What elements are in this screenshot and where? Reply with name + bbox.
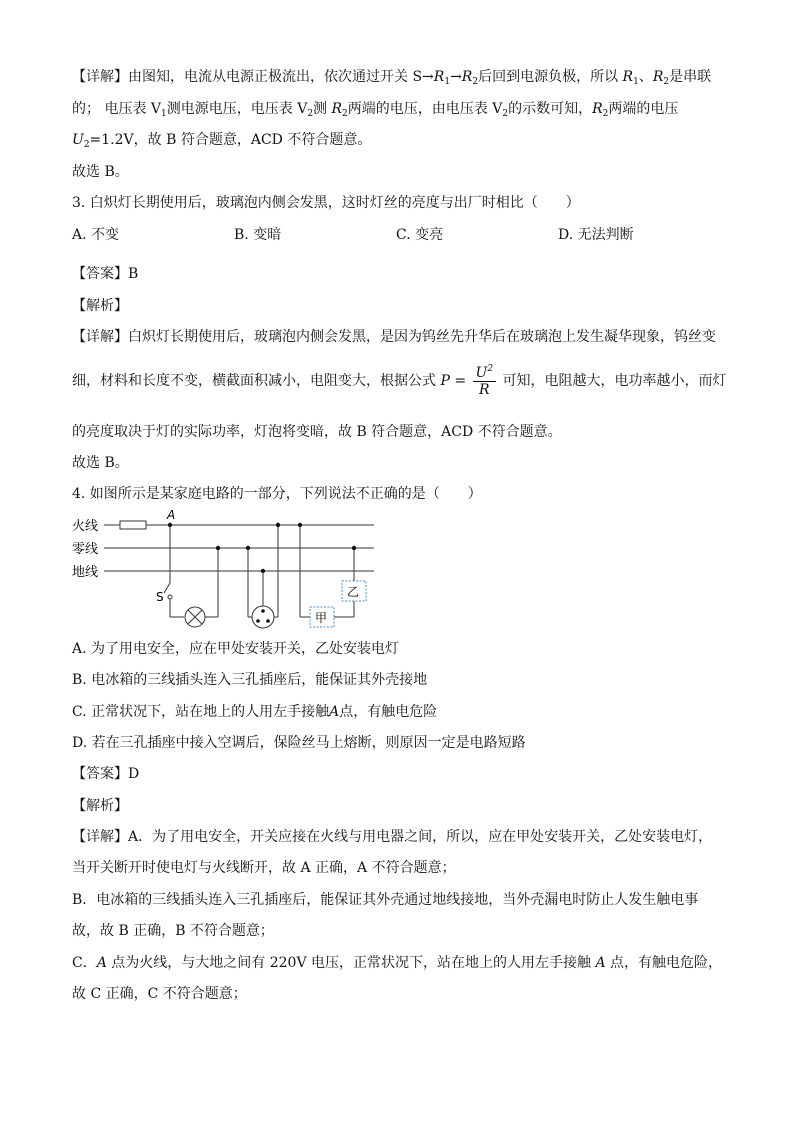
label-neutral-wire: 零线	[72, 542, 99, 557]
formula-fraction: $\frac{U^2}{R}$	[473, 365, 497, 398]
q4-answer: 【答案】D	[72, 766, 140, 782]
box-yi-label: 乙	[347, 585, 360, 599]
label-live-wire: 火线	[72, 519, 99, 534]
conclusion-1: 故选 B。	[72, 164, 129, 180]
q3-detail-line-3: 的亮度取决于灯的实际功率，灯泡将变暗，故 B 符合题意，ACD 不符合题意。	[72, 424, 562, 440]
q4-option-c: C. 正常状况下，站在地上的人用左手接触A点，有触电危险	[72, 704, 438, 720]
q4-detail-line-1: 【详解】A．为了用电安全，开关应接在火线与用电器之间，所以，应在甲处安装开关，乙处安装电灯，	[72, 829, 713, 845]
detail-tag: 【详解】	[72, 829, 128, 845]
q3-option-a: A. 不变	[72, 227, 120, 243]
q4-detail-line-6: 故 C 正确，C 不符合题意；	[72, 986, 247, 1002]
detail-line-3: $U_2=1.2V$，故 B 符合题意，ACD 不符合题意。	[72, 132, 372, 150]
q4-detail-line-3: B．电冰箱的三线插头连入三孔插座后，能保证其外壳通过地线接地，当外壳漏电时防止人发生触电事	[72, 892, 699, 908]
detail-line-1: 【详解】由图知，电流从电源正极流出，依次通过开关 $S\to R_1\to R_2$后回到电源负极，所以 $R_1$、$R_2$是串联	[72, 69, 712, 87]
q3-analysis-label: 【解析】	[72, 298, 128, 314]
question-3-stem: 3. 白炽灯长期使用后，玻璃泡内侧会发黑，这时灯丝的亮度与出厂时相比（ ）	[72, 195, 580, 211]
detail-tag: 【详解】	[72, 329, 128, 345]
q4-detail-line-5: C．A 点为火线，与大地之间有 220V 电压，正常状况下，站在地上的人用左手接触 A 点，有触电危险，	[72, 955, 723, 971]
household-circuit-diagram	[72, 505, 392, 635]
switch-s-icon	[164, 583, 170, 593]
detail-tag: 【详解】	[72, 69, 128, 85]
switch-s-label: S	[156, 590, 164, 604]
point-a-label: A	[167, 508, 176, 522]
detail-line-2: 的； 电压表 $V_1$测电源电压，电压表 $V_2$测 $R_2$两端的电压，由电压表 $V_2$的示数可知，$R_2$两端的电压	[72, 101, 679, 119]
formula-p: P	[440, 373, 450, 389]
q4-detail-line-2: 当开关断开时使电灯与火线断开，故 A 正确，A 不符合题意；	[72, 860, 456, 876]
q3-option-b: B. 变暗	[234, 227, 282, 243]
label-ground-wire: 地线	[72, 565, 99, 580]
q3-answer: 【答案】B	[72, 266, 139, 282]
q4-option-b: B. 电冰箱的三线插头连入三孔插座后，能保证其外壳接地	[72, 672, 428, 688]
q4-option-d: D. 若在三孔插座中接入空调后，保险丝马上熔断，则原因一定是电路短路	[72, 735, 526, 751]
q3-detail-line-2: 细，材料和长度不变，横截面积减小，电阻变大，根据公式 P = $\frac{U^2}{R}$ 可知，电阻越大，电功率越小，而灯	[72, 363, 727, 398]
q4-detail-line-4: 故，故 B 正确，B 不符合题意；	[72, 923, 274, 939]
fuse-icon	[120, 521, 146, 529]
q3-detail-line-1: 【详解】白炽灯长期使用后，玻璃泡内侧会发黑，是因为钨丝先升华后在玻璃泡上发生凝华现象，钨丝变	[72, 329, 716, 345]
question-4-stem: 4. 如图所示是某家庭电路的一部分，下列说法不正确的是（ ）	[72, 486, 482, 502]
box-jia-label: 甲	[315, 611, 328, 625]
q4-option-a: A. 为了用电安全，应在甲处安装开关，乙处安装电灯	[72, 641, 400, 657]
q4-analysis-label: 【解析】	[72, 798, 128, 814]
q3-option-c: C. 变亮	[396, 227, 444, 243]
conclusion-3: 故选 B。	[72, 455, 129, 471]
question-3-options	[72, 225, 732, 245]
q3-option-d: D. 无法判断	[558, 227, 634, 243]
